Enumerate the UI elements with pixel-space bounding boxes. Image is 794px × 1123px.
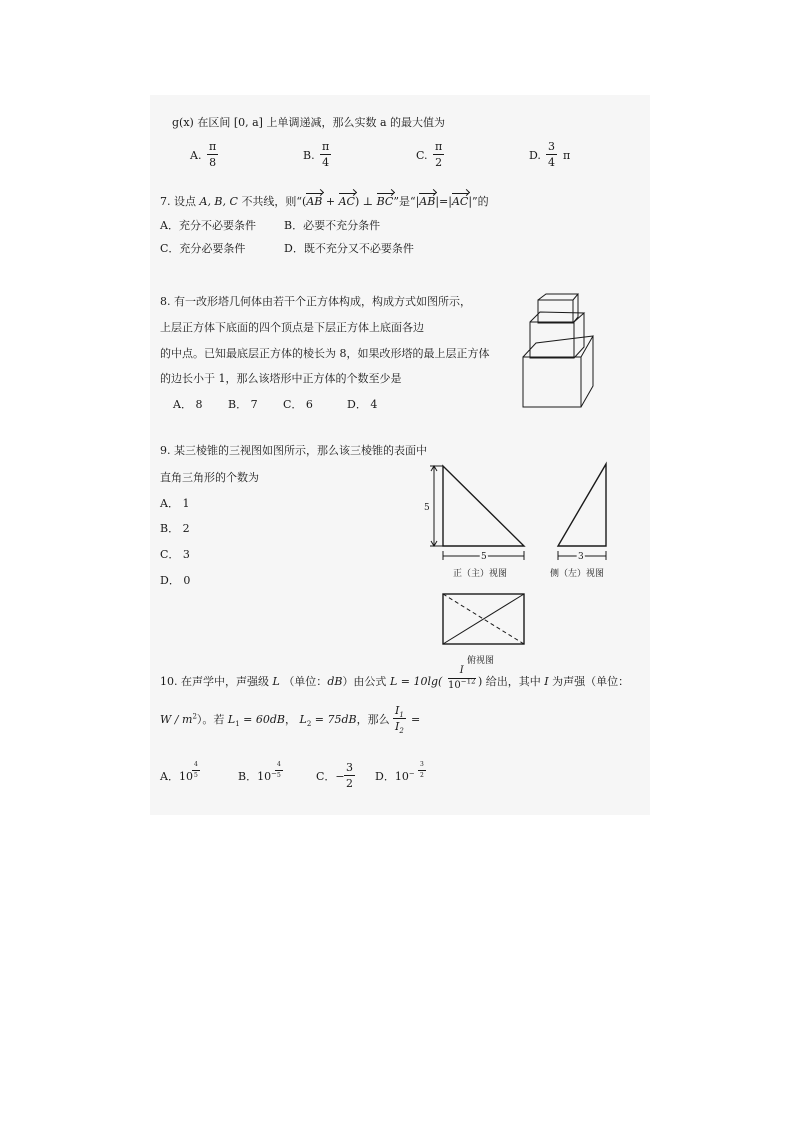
bottom-cube-front — [523, 357, 581, 407]
q7-option-c: C．充分必要条件 — [160, 242, 246, 255]
q10-option-b: B．10− — [238, 769, 277, 783]
q8-option-a: A． 8 — [173, 398, 203, 411]
q9-option-c: C． 3 — [160, 548, 190, 561]
q10-option-d-exponent: $\frac{3}{2}$ — [420, 761, 424, 779]
three-views-figure — [420, 458, 620, 670]
vector-ac: AC — [338, 195, 355, 208]
q6-option-b-label: B. — [303, 149, 315, 162]
q10-line-1: 10. 在声学中，声强级 L （单位：dB）由公式 L = 10lg( — [160, 675, 443, 688]
q10-line-1-tail: ) 给出，其中 I 为声强（单位： — [478, 675, 630, 688]
vector-ab: AB — [306, 195, 323, 208]
top-view-caption: 俯视图 — [467, 656, 495, 666]
bottom-cube-top — [523, 336, 593, 357]
q6-option-c-label: C. — [416, 149, 428, 162]
q9-line-2: 直角三角形的个数为 — [160, 471, 259, 484]
q7-stem: 7. 设点 A, B, C 不共线，则“(AB + AC) ⊥ BC”是“|AB|=|AC|”的 — [160, 195, 489, 208]
q6-option-a-fraction: $\frac{\pi}{8}$ — [209, 140, 217, 169]
front-view-height-label: 5 — [424, 503, 430, 513]
front-view-caption: 正（主）视图 — [453, 569, 508, 579]
q9-option-b: B． 2 — [160, 522, 190, 535]
q6-option-d-pi: π — [563, 149, 571, 162]
q8-line-1: 8. 有一改形塔几何体由若干个正方体构成，构成方式如图所示， — [160, 295, 471, 308]
q9-option-a: A． 1 — [160, 497, 190, 510]
q6-option-d-fraction: $\frac{3}{4}$ — [548, 140, 555, 169]
vector-ac-abs: AC — [451, 195, 469, 208]
q8-line-3: 的中点。已知最底层正方体的棱长为 8，如果改形塔的最上层正方体 — [160, 347, 490, 360]
q10-option-c-fraction: $\frac{3}{2}$ — [346, 761, 353, 790]
q6-option-a-label: A. — [190, 149, 202, 162]
q10-ratio-equals: = — [411, 713, 421, 726]
front-view-width-label: 5 — [481, 552, 487, 562]
q10-option-d: D．10− — [375, 769, 415, 783]
q6-option-d-label: D. — [529, 149, 541, 162]
q6-option-b-fraction: $\frac{\pi}{4}$ — [322, 140, 330, 169]
top-cube-front — [538, 300, 573, 323]
vector-ab-abs: AB — [419, 195, 436, 208]
q10-formula-fraction: $\frac{I}{10^{-12}}$ — [448, 665, 476, 691]
q10-line-2: W / $m^2$）。若 $L_1 = 60dB$， $L_2 = 75dB$，那么 — [160, 712, 390, 729]
middle-cube-front — [530, 322, 574, 358]
q9-option-d: D． 0 — [160, 574, 191, 587]
q7-option-a: A．充分不必要条件 — [160, 219, 256, 232]
q7-option-d: D．既不充分又不必要条件 — [284, 242, 414, 255]
vector-bc: BC — [376, 195, 394, 208]
q10-option-c: C．− — [316, 770, 345, 783]
q8-option-c: C． 6 — [283, 398, 313, 411]
q8-line-2: 上层正方体下底面的四个顶点是下层正方体上底面各边 — [160, 321, 424, 334]
q10-option-b-exponent: $\frac{4}{5}$ — [277, 761, 281, 779]
q10-option-a-exponent: $\frac{4}{5}$ — [194, 761, 198, 779]
q10-option-a: A．10 — [160, 770, 193, 783]
side-view-triangle — [558, 464, 606, 546]
q7-option-b: B．必要不充分条件 — [284, 219, 381, 232]
side-view-caption: 侧（左）视图 — [550, 569, 605, 579]
q6-stem: g(x) 在区间 [0, a] 上单调递减，那么实数 a 的最大值为 — [172, 116, 446, 129]
stacked-cubes-figure — [520, 290, 610, 410]
q8-option-d: D． 4 — [347, 398, 378, 411]
q8-option-b: B． 7 — [228, 398, 258, 411]
q10-ratio-fraction: $\frac{I_1}{I_2}$ — [395, 704, 404, 736]
top-cube-top — [538, 294, 578, 300]
side-view-width-label: 3 — [578, 552, 584, 562]
q8-line-4: 的边长小于 1，那么该塔形中正方体的个数至少是 — [160, 372, 402, 385]
q6-option-c-fraction: $\frac{\pi}{2}$ — [435, 140, 443, 169]
front-view-triangle — [443, 466, 524, 546]
q9-line-1: 9. 某三棱锥的三视图如图所示，那么该三棱锥的表面中 — [160, 444, 427, 457]
